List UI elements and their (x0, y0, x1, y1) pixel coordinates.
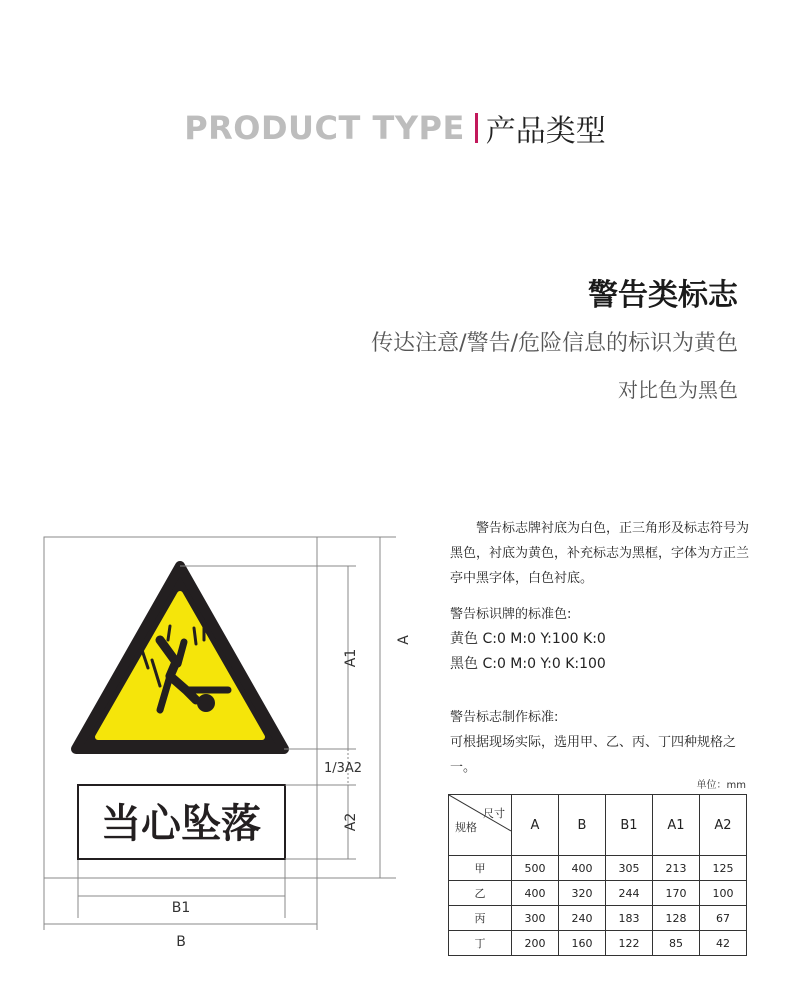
sign-description: 警告标志牌衬底为白色，正三角形及标志符号为黑色，衬底为黄色，补充标志为黑框，字体为方正兰亭中黑字体，白色衬底。 (450, 521, 750, 586)
column-header: A1 (653, 795, 700, 856)
table-cell: 200 (512, 931, 559, 956)
table-corner-cell (449, 795, 512, 856)
table-cell: 320 (559, 881, 606, 906)
category-title: 警告类标志 (588, 278, 738, 313)
standard-colors-title: 警告标识牌的标准色: (450, 607, 572, 622)
table-row (449, 931, 747, 956)
table-cell: 400 (512, 881, 559, 906)
column-header: A (512, 795, 559, 856)
sign-dimension-diagram (0, 520, 440, 960)
table-row (449, 881, 747, 906)
table-cell: 甲 (449, 856, 512, 881)
table-cell: 400 (559, 856, 606, 881)
table-cell: 128 (653, 906, 700, 931)
corner-spec-label: 规格 (455, 821, 477, 834)
table-cell: 42 (700, 931, 747, 956)
dim-label-third-a2: 1/3A2 (323, 761, 363, 776)
column-header: B (559, 795, 606, 856)
table-cell: 500 (512, 856, 559, 881)
table-cell: 67 (700, 906, 747, 931)
production-standard-text: 可根据现场实际，选用甲、乙、丙、丁四种规格之一。 (450, 735, 737, 775)
header-title-en: PRODUCT TYPE (184, 109, 465, 147)
dim-label-a: A (396, 635, 412, 645)
category-description-line2: 对比色为黑色 (618, 378, 738, 402)
standard-colors (450, 602, 750, 677)
table-row (449, 906, 747, 931)
table-cell: 85 (653, 931, 700, 956)
production-standard-title: 警告标志制作标准: (450, 710, 559, 725)
table-cell: 125 (700, 856, 747, 881)
standard-color-yellow: 黄色 C:0 M:0 Y:100 K:0 (450, 631, 606, 647)
table-cell: 丙 (449, 906, 512, 931)
column-header: A2 (700, 795, 747, 856)
standard-color-black: 黑色 C:0 M:0 Y:0 K:100 (450, 656, 606, 672)
table-row (449, 856, 747, 881)
corner-size-label: 尺寸 (483, 807, 505, 820)
dim-label-b1: B1 (171, 900, 191, 916)
spec-table (448, 794, 747, 956)
table-header-row (449, 795, 747, 856)
table-cell: 乙 (449, 881, 512, 906)
table-cell: 305 (606, 856, 653, 881)
header-title-zh: 产品类型 (485, 114, 606, 149)
section-header (0, 106, 790, 150)
dim-label-a2: A2 (343, 812, 359, 832)
table-cell: 丁 (449, 931, 512, 956)
table-cell: 170 (653, 881, 700, 906)
table-cell: 300 (512, 906, 559, 931)
category-description-line1: 传达注意/警告/危险信息的标识为黄色 (371, 331, 738, 356)
column-header: B1 (606, 795, 653, 856)
dim-label-a1: A1 (343, 648, 359, 668)
dim-label-b: B (176, 934, 186, 950)
table-cell: 122 (606, 931, 653, 956)
table-cell: 244 (606, 881, 653, 906)
table-cell: 213 (653, 856, 700, 881)
unit-label: 单位：mm (696, 780, 746, 791)
header-divider (475, 113, 478, 143)
production-standard (450, 705, 750, 780)
supplementary-sign-text: 当心坠落 (101, 801, 261, 847)
table-cell: 160 (559, 931, 606, 956)
table-cell: 183 (606, 906, 653, 931)
table-cell: 240 (559, 906, 606, 931)
table-cell: 100 (700, 881, 747, 906)
